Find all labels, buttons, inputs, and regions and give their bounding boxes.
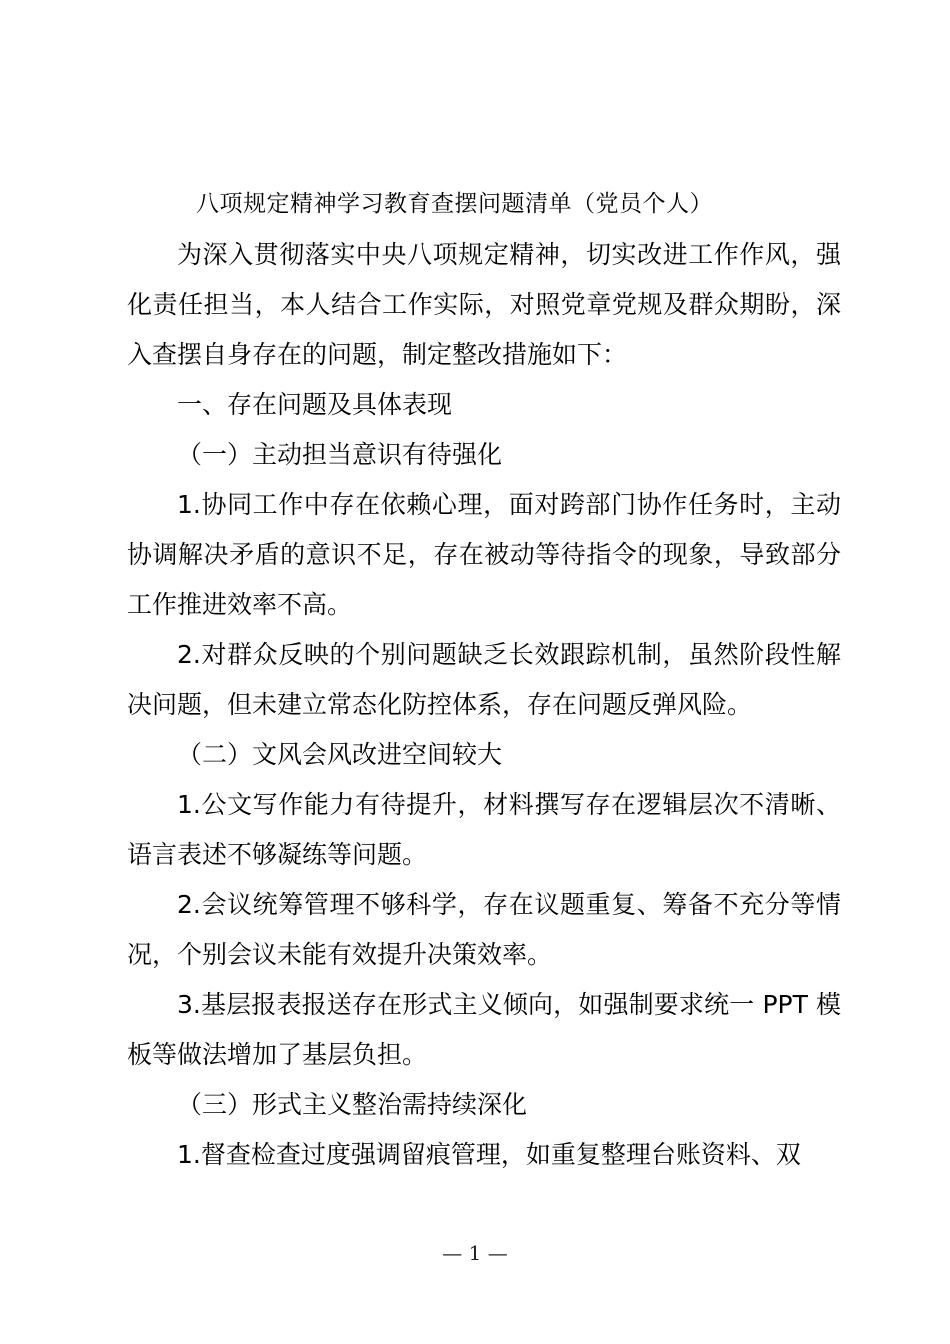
list-item: 1.协同工作中存在依赖心理，面对跨部门协作任务时，主动协调解决矛盾的意识不足，存在被动等待指令的现象，导致部分工作推进效率不高。	[127, 490, 841, 619]
list-item: 2.对群众反映的个别问题缺乏长效跟踪机制，虽然阶段性解决问题，但未建立常态化防控体系，存在问题反弹风险。	[127, 640, 841, 719]
subsection-heading: （一）主动担当意识有待强化	[177, 440, 503, 469]
list-item: 2.会议统筹管理不够科学，存在议题重复、筹备不充分等情况，个别会议未能有效提升决策效率。	[127, 890, 841, 969]
intro-paragraph: 为深入贯彻落实中央八项规定精神，切实改进工作作风，强化责任担当，本人结合工作实际，对照党章党规及群众期盼，深入查摆自身存在的问题，制定整改措施如下：	[127, 240, 841, 369]
section-heading: 一、存在问题及具体表现	[177, 390, 453, 419]
subsection-heading: （三）形式主义整治需持续深化	[177, 1090, 528, 1119]
list-item: 1.公文写作能力有待提升，材料撰写存在逻辑层次不清晰、语言表述不够凝练等问题。	[127, 790, 841, 869]
page-number: — 1 —	[442, 1241, 508, 1265]
document-body	[127, 230, 841, 1180]
list-item: 1.督查检查过度强调留痕管理，如重复整理台账资料、双	[177, 1140, 801, 1169]
list-item: 3.基层报表报送存在形式主义倾向，如强制要求统一 PPT 模板等做法增加了基层负担。	[127, 990, 841, 1069]
document-title: 八项规定精神学习教育查摆问题清单（党员个人）	[196, 191, 713, 217]
subsection-heading: （二）文风会风改进空间较大	[177, 740, 503, 769]
